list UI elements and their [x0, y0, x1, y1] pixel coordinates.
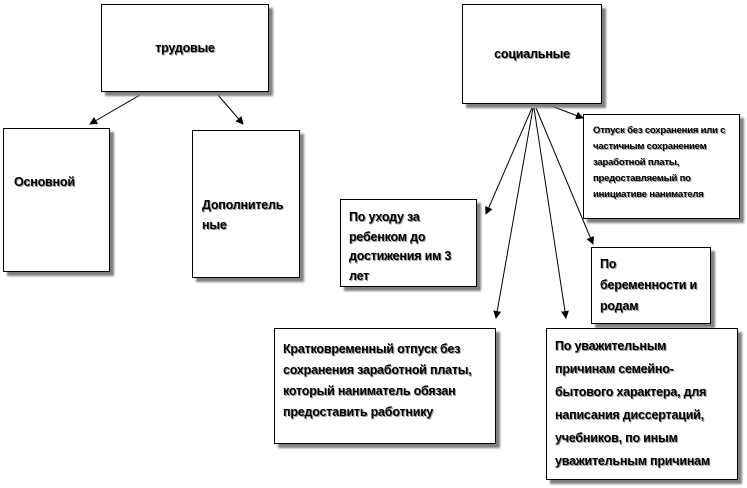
node-social-label: социальные [494, 47, 570, 61]
edge-social-childcare [486, 108, 532, 214]
edge-social-short-unpaid [496, 108, 533, 318]
node-main [3, 128, 110, 272]
node-pregnancy [591, 247, 711, 324]
node-childcare [340, 199, 477, 287]
edge-labor-additional [218, 95, 243, 124]
edge-labor-main [90, 95, 140, 124]
node-labor-label: трудовые [155, 41, 215, 55]
node-labor [101, 4, 269, 92]
node-childcare-label: По уходу за ребенком до достижения им 3 лет [349, 210, 452, 283]
node-pregnancy-label: По беременности и родам [600, 257, 697, 313]
edge-social-employer-initiative [546, 104, 583, 118]
edge-social-good-reasons [534, 108, 566, 318]
node-good-reasons-label: По уважительным причинам семейно-бытового характера, для написания диссертаций, учебников, по иным уважительным причинам [555, 339, 710, 468]
node-employer-initiative-label: Отпуск без сохранения или с частичным сохранением заработной платы, предоставляемый по инициативе нанимателя [593, 125, 726, 200]
node-good-reasons [546, 328, 738, 480]
node-employer-initiative [583, 114, 740, 219]
node-additional [192, 130, 300, 278]
node-short-unpaid-label: Кратковременный отпуск без сохранения заработной платы, который наниматель обязан предоставить работнику [283, 342, 472, 419]
node-social [462, 4, 602, 104]
node-additional-label: Дополнитель ные [202, 198, 284, 232]
node-main-label: Основной [14, 175, 75, 189]
node-short-unpaid [274, 328, 496, 444]
